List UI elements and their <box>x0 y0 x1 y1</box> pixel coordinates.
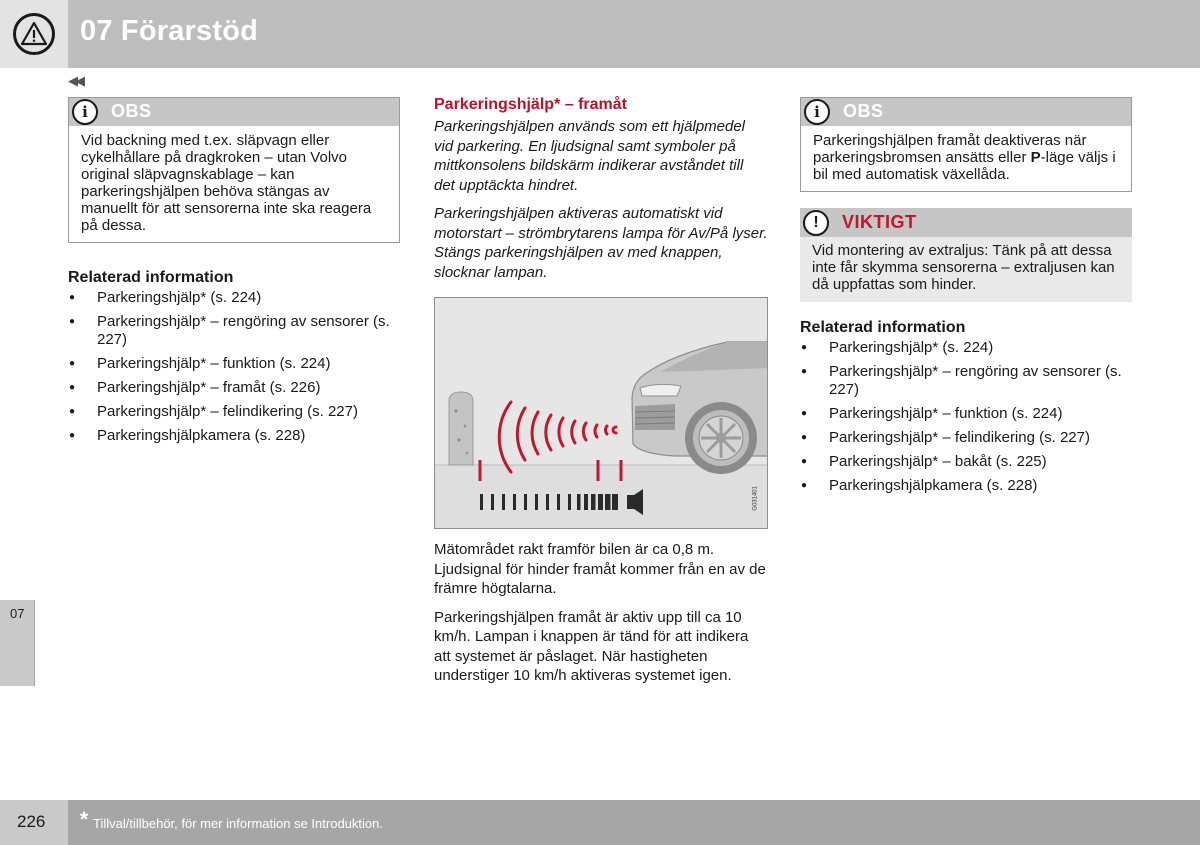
obs-label: OBS <box>843 101 884 121</box>
footnote-text: Tillval/tillbehör, för mer information se Introduktion. <box>93 816 383 831</box>
related-link[interactable]: ● Parkeringshjälp* – rengöring av sensorer (s. 227) <box>800 363 1132 399</box>
left-column <box>68 97 400 445</box>
parking-sensor-illustration <box>434 297 768 529</box>
obs-note-header <box>801 98 1131 126</box>
p-gear-label: P <box>1030 149 1041 166</box>
related-link[interactable]: ● Parkeringshjälp* – bakåt (s. 225) <box>800 453 1132 471</box>
parking-sensor-drawing <box>435 298 768 529</box>
viktigt-label: VIKTIGT <box>842 212 917 232</box>
related-link[interactable]: ● Parkeringshjälp* – funktion (s. 224) <box>68 355 400 373</box>
page-header <box>0 0 1200 68</box>
related-information-title: Relaterad information <box>68 269 234 286</box>
obs-note-header <box>69 98 399 126</box>
exclamation-icon: ! <box>803 210 829 236</box>
related-link[interactable]: ● Parkeringshjälp* – funktion (s. 224) <box>800 405 1132 423</box>
double-chevron-left-icon[interactable]: ◀◀ <box>68 73 82 88</box>
viktigt-text: Vid montering av extraljus: Tänk på att dessa inte får skymma sensorerna – extraljusen kan då uppfattas som hinder. <box>812 242 1115 293</box>
info-icon: i <box>72 99 98 125</box>
intro-paragraph: Parkeringshjälpen används som ett hjälpmedel vid parkering. En ljudsignal samt symboler på mittkonsolens bildskärm indikerar avståndet till det upptäckta hindret. <box>434 118 746 194</box>
obs-note-text <box>801 126 1131 191</box>
header-icon-box <box>0 0 68 68</box>
page-number: 226 <box>17 812 46 831</box>
right-column <box>800 97 1132 495</box>
info-icon: i <box>804 99 830 125</box>
obs-note-text: Vid backning med t.ex. släpvagn eller cykelhållare på dragkroken – utan Volvo original släpvagnskablage – kan parkeringshjälpen behöva stängas av manuellt för att sensorerna inte ska reagera på dessa. <box>81 132 372 234</box>
chapter-title: 07 Förarstöd <box>80 15 259 47</box>
chapter-tab-label: 07 <box>10 606 25 621</box>
related-information-list <box>800 339 1132 495</box>
obs-text-part: -läge väljs i bil med automatisk växellåda. <box>813 149 1116 183</box>
bollard-obstacle <box>449 392 473 465</box>
obs-text-part: Parkeringshjälpen framåt deaktiveras när parkeringsbromsen ansätts eller <box>813 132 1087 166</box>
section-title: Parkeringshjälp* – framåt <box>434 96 627 113</box>
middle-column <box>434 96 768 686</box>
related-link[interactable]: ● Parkeringshjälpkamera (s. 228) <box>800 477 1132 495</box>
related-information-title: Relaterad information <box>800 319 966 336</box>
obs-note <box>800 97 1132 192</box>
obs-note <box>68 97 400 243</box>
intro-paragraph: Parkeringshjälpen aktiveras automatiskt vid motorstart – strömbrytarens lampa för Av/På lyser. Stängs parkeringshjälpen av med knappen, slocknar lampan. <box>434 205 768 281</box>
viktigt-warning <box>800 208 1132 302</box>
related-link[interactable]: ● Parkeringshjälp* (s. 224) <box>68 289 400 307</box>
page-number-box <box>0 800 68 845</box>
figure-code: G031401 <box>753 486 759 511</box>
related-link[interactable]: ● Parkeringshjälp* – framåt (s. 226) <box>68 379 400 397</box>
related-information-list <box>68 289 400 445</box>
viktigt-header <box>800 208 1132 237</box>
footnote-star: * <box>80 808 89 831</box>
related-link[interactable]: ● Parkeringshjälp* (s. 224) <box>800 339 1132 357</box>
chapter-tab[interactable] <box>0 600 35 686</box>
body-paragraph: Parkeringshjälpen framåt är aktiv upp till ca 10 km/h. Lampan i knappen är tänd för att indikera att systemet är påslaget. När hastigheten understiger 10 km/h aktiveras systemet igen. <box>434 608 749 684</box>
related-link[interactable]: ● Parkeringshjälp* – rengöring av sensorer (s. 227) <box>68 313 400 349</box>
body-paragraph: Mätområdet rakt framför bilen är ca 0,8 m. Ljudsignal för hinder framåt kommer från en av de främre högtalarna. <box>434 541 766 597</box>
page-footer <box>0 800 1200 845</box>
related-link[interactable]: ● Parkeringshjälpkamera (s. 228) <box>68 427 400 445</box>
related-link[interactable]: ● Parkeringshjälp* – felindikering (s. 227) <box>68 403 400 421</box>
obs-label: OBS <box>111 101 152 121</box>
related-link[interactable]: ● Parkeringshjälp* – felindikering (s. 227) <box>800 429 1132 447</box>
warning-triangle-icon <box>13 13 55 55</box>
